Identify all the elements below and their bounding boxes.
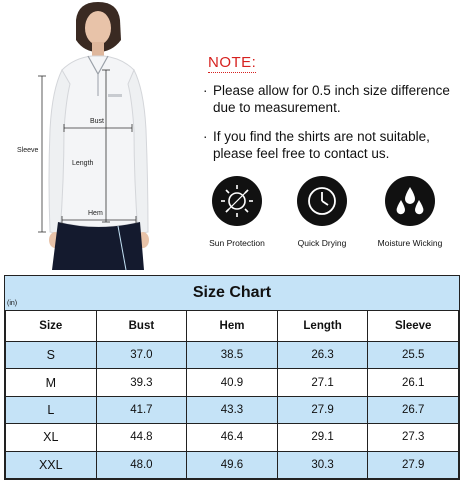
feature-moisture-wicking xyxy=(370,176,450,256)
bullet-icon: · xyxy=(203,83,208,98)
feature-sun-protection xyxy=(197,176,277,256)
column-header-hem: Hem xyxy=(187,311,278,342)
hem-cell: 40.9 xyxy=(187,369,278,396)
note-item-1-line-1: Please allow for 0.5 inch size difference xyxy=(213,83,450,98)
size-cell: M xyxy=(6,369,97,396)
size-cell: S xyxy=(6,342,97,369)
bust-cell: 41.7 xyxy=(96,396,187,423)
sleeve-cell: 26.7 xyxy=(368,396,459,423)
hem-label: Hem xyxy=(88,210,103,217)
hem-cell: 43.3 xyxy=(187,396,278,423)
sun-protection-icon xyxy=(212,176,262,226)
feature-label: Sun Protection xyxy=(209,238,265,248)
water-drops-icon xyxy=(385,176,435,226)
note-title: NOTE: xyxy=(208,54,257,71)
unit-label: (in) xyxy=(7,300,18,307)
table-row xyxy=(6,451,459,478)
column-header-size: Size xyxy=(6,311,97,342)
length-cell: 29.1 xyxy=(277,424,368,451)
note-item-1-line-2: due to measurement. xyxy=(213,100,341,115)
sleeve-cell: 27.9 xyxy=(368,451,459,478)
size-chart xyxy=(4,275,460,480)
note-item-2 xyxy=(203,128,453,162)
note-item-2-line-1: If you find the shirts are not suitable, xyxy=(213,129,430,144)
note-item-2-line-2: please feel free to contact us. xyxy=(213,146,390,161)
sleeve-cell: 27.3 xyxy=(368,424,459,451)
clock-icon xyxy=(297,176,347,226)
bust-label: Bust xyxy=(90,118,105,125)
sleeve-cell: 25.5 xyxy=(368,342,459,369)
length-label: Length xyxy=(72,160,94,167)
column-header-sleeve: Sleeve xyxy=(368,311,459,342)
length-cell: 30.3 xyxy=(277,451,368,478)
model-photo xyxy=(0,0,200,270)
column-header-bust: Bust xyxy=(96,311,187,342)
feature-quick-drying xyxy=(282,176,362,256)
table-header-row xyxy=(6,311,459,342)
hem-cell: 46.4 xyxy=(187,424,278,451)
size-chart-header xyxy=(5,276,459,311)
bust-cell: 37.0 xyxy=(96,342,187,369)
table-row xyxy=(6,342,459,369)
size-cell: L xyxy=(6,396,97,423)
table-row xyxy=(6,396,459,423)
column-header-length: Length xyxy=(277,311,368,342)
note-item-1 xyxy=(203,82,453,116)
hem-cell: 38.5 xyxy=(187,342,278,369)
hem-cell: 49.6 xyxy=(187,451,278,478)
bullet-icon: · xyxy=(203,129,208,144)
table-row xyxy=(6,424,459,451)
size-cell: XL xyxy=(6,424,97,451)
sleeve-cell: 26.1 xyxy=(368,369,459,396)
length-cell: 27.1 xyxy=(277,369,368,396)
model-illustration xyxy=(0,0,200,270)
sleeve-label: Sleeve xyxy=(17,147,39,154)
size-cell: XXL xyxy=(6,451,97,478)
length-cell: 26.3 xyxy=(277,342,368,369)
bust-cell: 44.8 xyxy=(96,424,187,451)
feature-label: Quick Drying xyxy=(297,238,347,248)
bust-cell: 39.3 xyxy=(96,369,187,396)
table-row xyxy=(6,369,459,396)
size-chart-title: Size Chart xyxy=(192,284,272,301)
size-table xyxy=(5,310,459,479)
bust-cell: 48.0 xyxy=(96,451,187,478)
feature-label: Moisture Wicking xyxy=(377,238,443,248)
length-cell: 27.9 xyxy=(277,396,368,423)
